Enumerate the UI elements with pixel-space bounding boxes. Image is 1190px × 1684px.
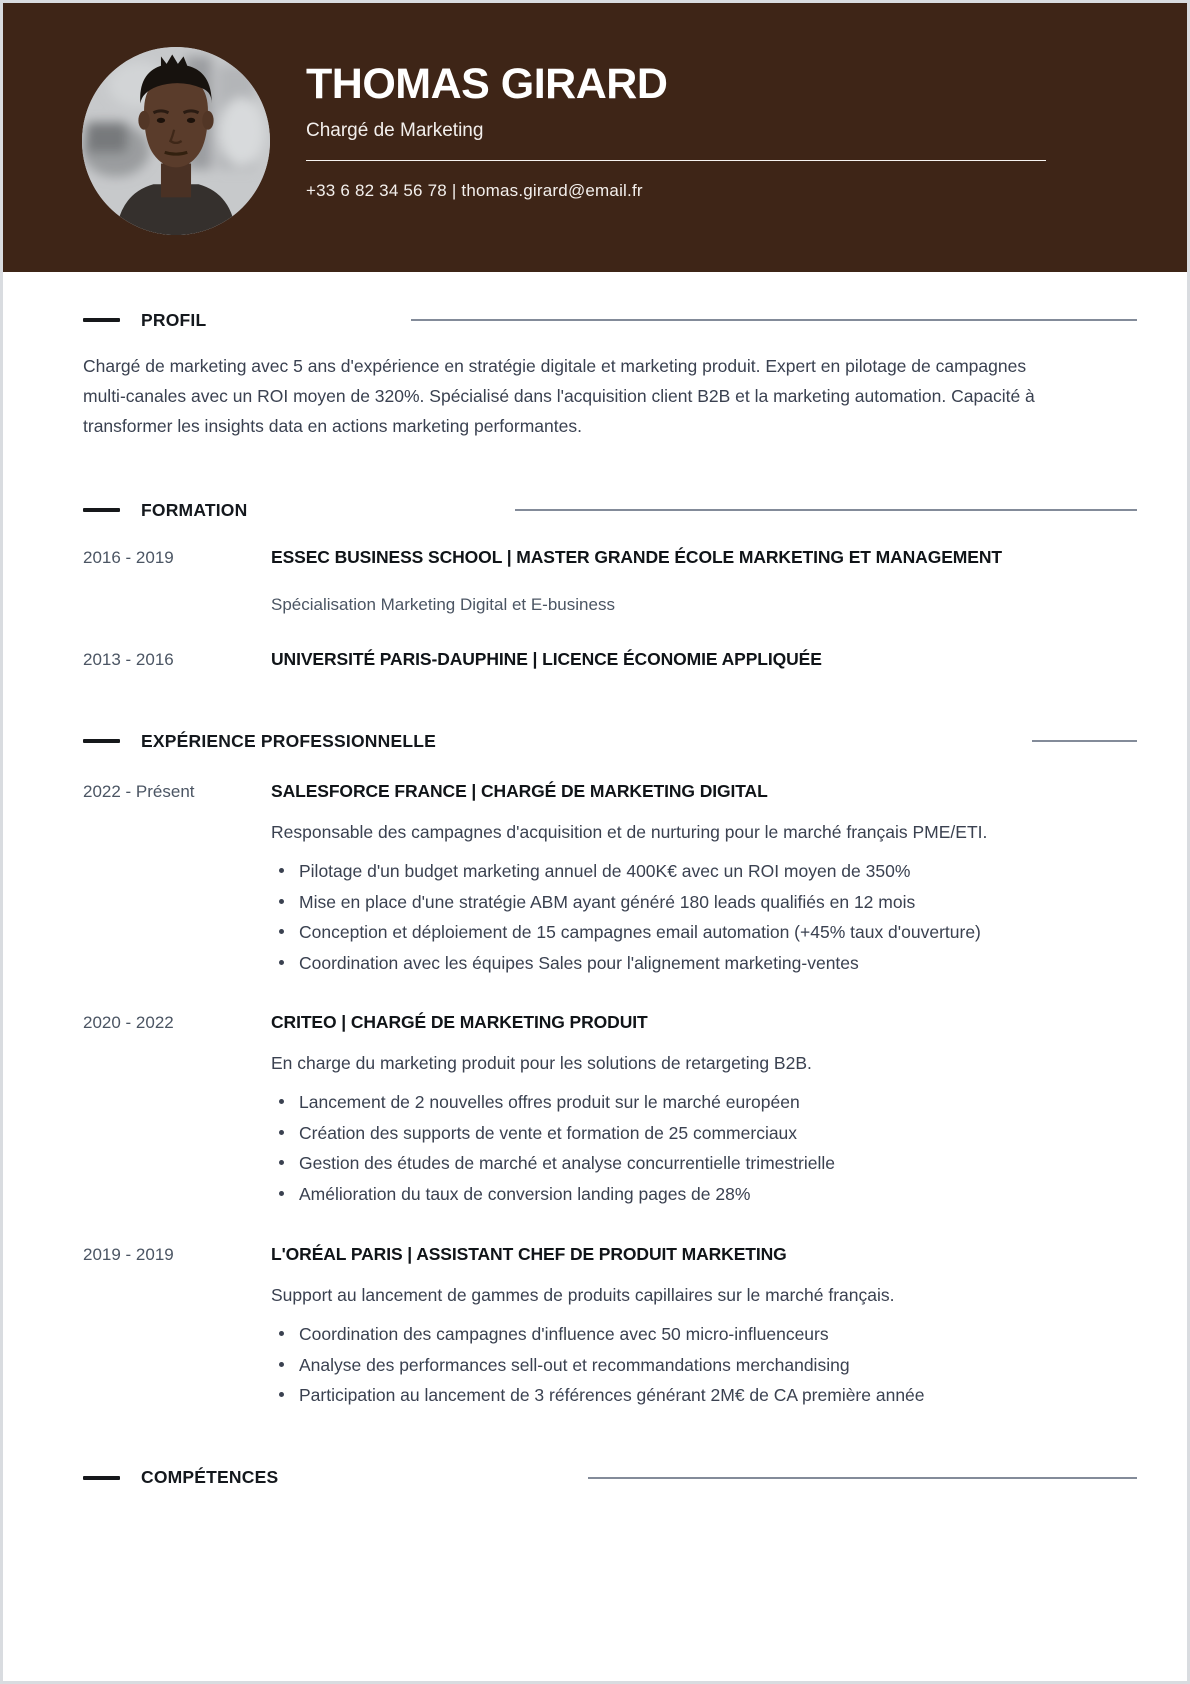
heading-rule [515, 509, 1137, 511]
profile-photo [82, 47, 270, 235]
entry-title: CRITEO | CHARGÉ DE MARKETING PRODUIT [271, 1012, 648, 1032]
entry-subtitle: Spécialisation Marketing Digital et E-business [271, 595, 615, 614]
heading-rule [588, 1477, 1137, 1479]
section-title-formation: FORMATION [141, 499, 248, 520]
bullet-item: Analyse des performances sell-out et recommandations merchandising [271, 1350, 1137, 1381]
entry-description: En charge du marketing produit pour les solutions de retargeting B2B. [271, 1053, 812, 1073]
bullet-list [271, 1319, 1137, 1411]
bullet-item: Lancement de 2 nouvelles offres produit sur le marché européen [271, 1087, 1137, 1118]
bullet-item: Coordination avec les équipes Sales pour l'alignement marketing-ventes [271, 948, 1137, 979]
bullet-item: Conception et déploiement de 15 campagnes email automation (+45% taux d'ouverture) [271, 917, 1137, 948]
portrait-illustration [82, 47, 270, 235]
heading-dash [83, 318, 120, 322]
entry-description: Responsable des campagnes d'acquisition et de nurturing pour le marché français PME/ETI. [271, 822, 988, 842]
entry-period: 2016 - 2019 [83, 548, 174, 567]
formation-entry [83, 545, 1137, 617]
heading-dash [83, 1476, 120, 1480]
header [3, 3, 1187, 272]
formation-entry [83, 647, 1137, 672]
heading-dash [83, 739, 120, 743]
bullet-item: Pilotage d'un budget marketing annuel de 400K€ avec un ROI moyen de 350% [271, 856, 1137, 887]
header-divider [306, 160, 1046, 161]
person-name: THOMAS GIRARD [306, 60, 668, 108]
heading-rule [1032, 740, 1137, 742]
section-heading-experience [83, 730, 1137, 752]
bullet-item: Mise en place d'une stratégie ABM ayant généré 180 leads qualifiés en 12 mois [271, 887, 1137, 918]
entry-title: ESSEC BUSINESS SCHOOL | MASTER GRANDE ÉCOLE MARKETING ET MANAGEMENT [271, 547, 1002, 567]
entry-body [271, 1242, 1137, 1411]
entry-title: SALESFORCE FRANCE | CHARGÉ DE MARKETING DIGITAL [271, 781, 768, 801]
section-heading-profil [83, 309, 1137, 331]
entry-period: 2019 - 2019 [83, 1245, 174, 1264]
header-text [306, 3, 1042, 201]
job-title: Chargé de Marketing [306, 120, 484, 142]
section-heading-formation [83, 499, 1137, 521]
entry-period: 2020 - 2022 [83, 1013, 174, 1032]
entry-title: UNIVERSITÉ PARIS-DAUPHINE | LICENCE ÉCONOMIE APPLIQUÉE [271, 649, 822, 669]
heading-dash [83, 508, 120, 512]
entry-description: Support au lancement de gammes de produits capillaires sur le marché français. [271, 1285, 895, 1305]
experience-entry [83, 1010, 1137, 1209]
section-title-experience: EXPÉRIENCE PROFESSIONNELLE [141, 730, 436, 751]
experience-entry [83, 779, 1137, 978]
bullet-item: Participation au lancement de 3 références générant 2M€ de CA première année [271, 1380, 1137, 1411]
entry-period: 2013 - 2016 [83, 650, 174, 669]
bullet-item: Création des supports de vente et formation de 25 commerciaux [271, 1118, 1137, 1149]
entry-body [271, 647, 1137, 672]
bullet-item: Gestion des études de marché et analyse concurrentielle trimestrielle [271, 1148, 1137, 1179]
bullet-list [271, 1087, 1137, 1209]
section-heading-competences [83, 1467, 1137, 1489]
contact-line: +33 6 82 34 56 78 | thomas.girard@email.fr [306, 181, 643, 201]
heading-rule [411, 319, 1137, 321]
profil-text: Chargé de marketing avec 5 ans d'expérience en stratégie digitale et marketing produit. Expert en pilotage de campagnes multi-canales avec un ROI moyen de 320%. Spécialisé dans l'acquisition client B2B et la marketing automation. Capacité à transformer les insights data en actions marketing performantes. [83, 356, 1035, 436]
entry-title: L'ORÉAL PARIS | ASSISTANT CHEF DE PRODUIT MARKETING [271, 1244, 787, 1264]
entry-body [271, 1010, 1137, 1209]
experience-entry [83, 1242, 1137, 1411]
entry-period: 2022 - Présent [83, 782, 195, 801]
content [3, 309, 1187, 1489]
bullet-list [271, 856, 1137, 978]
bullet-item: Coordination des campagnes d'influence avec 50 micro-influenceurs [271, 1319, 1137, 1350]
bullet-item: Amélioration du taux de conversion landing pages de 28% [271, 1179, 1137, 1210]
entry-body [271, 545, 1137, 617]
section-title-profil: PROFIL [141, 309, 207, 330]
section-title-competences: COMPÉTENCES [141, 1467, 279, 1487]
entry-body [271, 779, 1137, 978]
